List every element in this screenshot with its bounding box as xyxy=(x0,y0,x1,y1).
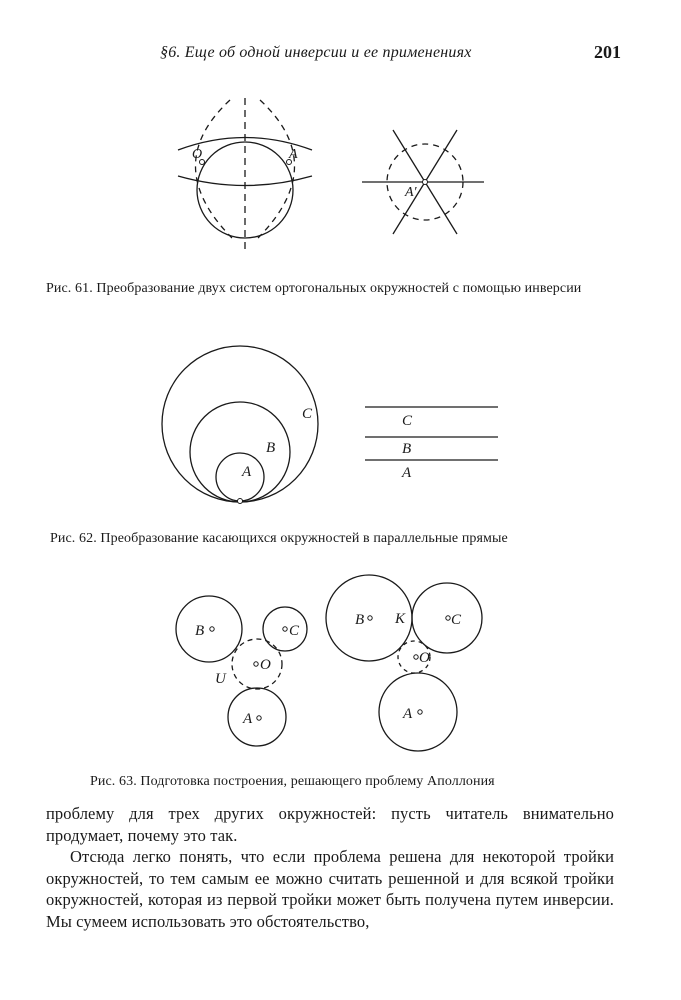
fig62-line-label-b: B xyxy=(402,441,412,457)
fig63-left-center-o xyxy=(254,662,258,666)
page-number: 201 xyxy=(594,42,621,62)
fig62-circle-a xyxy=(216,453,264,501)
fig63-left-circle-b xyxy=(176,596,242,662)
paragraph-1: проблему для трех других окружностей: пусть читатель внимательно продумает, почему это так. xyxy=(46,804,614,845)
fig63-label-c: C xyxy=(289,623,300,639)
figure-61 xyxy=(0,90,681,260)
figure-62 xyxy=(0,340,681,510)
fig62-label-c: C xyxy=(302,406,313,422)
fig62-line-label-c: C xyxy=(402,413,413,429)
fig62-circle-c xyxy=(162,346,318,502)
fig63-left-center-a xyxy=(257,716,261,720)
fig61-label-a: A xyxy=(289,147,298,162)
fig63-label-a: A xyxy=(243,711,253,727)
fig63-right-center-a xyxy=(418,710,422,714)
page-header xyxy=(0,40,681,64)
fig62-label-b: B xyxy=(266,440,276,456)
fig61-label-o: O xyxy=(192,147,203,162)
fig63-label-c2: C xyxy=(451,612,462,628)
fig61-caption: Рис. 61. Преобразование двух систем ортогональных окружностей с помощью инверсии xyxy=(46,281,582,296)
section-title: §6. Еще об одной инверсии и ее применениях xyxy=(160,44,472,61)
fig63-right-center-b xyxy=(368,616,372,620)
fig63-label-u: U xyxy=(215,671,226,687)
fig63-left-center-b xyxy=(210,627,214,631)
fig61-label-a-prime: A′ xyxy=(405,185,417,200)
fig63-label-o: O xyxy=(260,657,271,673)
body-text xyxy=(46,803,614,932)
fig62-label-a: A xyxy=(242,464,252,480)
fig63-label-a2: A xyxy=(403,706,413,722)
fig63-label-b: B xyxy=(195,623,205,639)
paragraph-2: Отсюда легко понять, что если проблема решена для некоторой тройки окружностей, то тем самым ее можно считать решенной и для всякой тройки окружностей, которая из первой тройки может быть получена путем инверсии. Мы сумеем использовать это обстоятельство, xyxy=(46,847,614,931)
fig61-point-a-prime xyxy=(423,180,428,185)
fig63-caption: Рис. 63. Подготовка построения, решающего проблему Аполлония xyxy=(90,774,495,789)
fig62-caption: Рис. 62. Преобразование касающихся окружностей в параллельные прямые xyxy=(50,531,508,546)
fig63-label-o2: O xyxy=(419,650,430,666)
fig62-line-label-a: A xyxy=(402,465,412,481)
fig63-right-center-c xyxy=(446,616,450,620)
fig63-left-center-c xyxy=(283,627,287,631)
fig61-left-dashed-arc xyxy=(195,100,232,238)
fig63-label-b2: B xyxy=(355,612,365,628)
fig61-right-dashed-arc xyxy=(258,100,295,238)
fig63-right-center-o xyxy=(414,655,418,659)
fig63-label-k: K xyxy=(395,611,406,627)
fig62-tangent-point xyxy=(238,499,243,504)
figure-63 xyxy=(0,570,681,760)
